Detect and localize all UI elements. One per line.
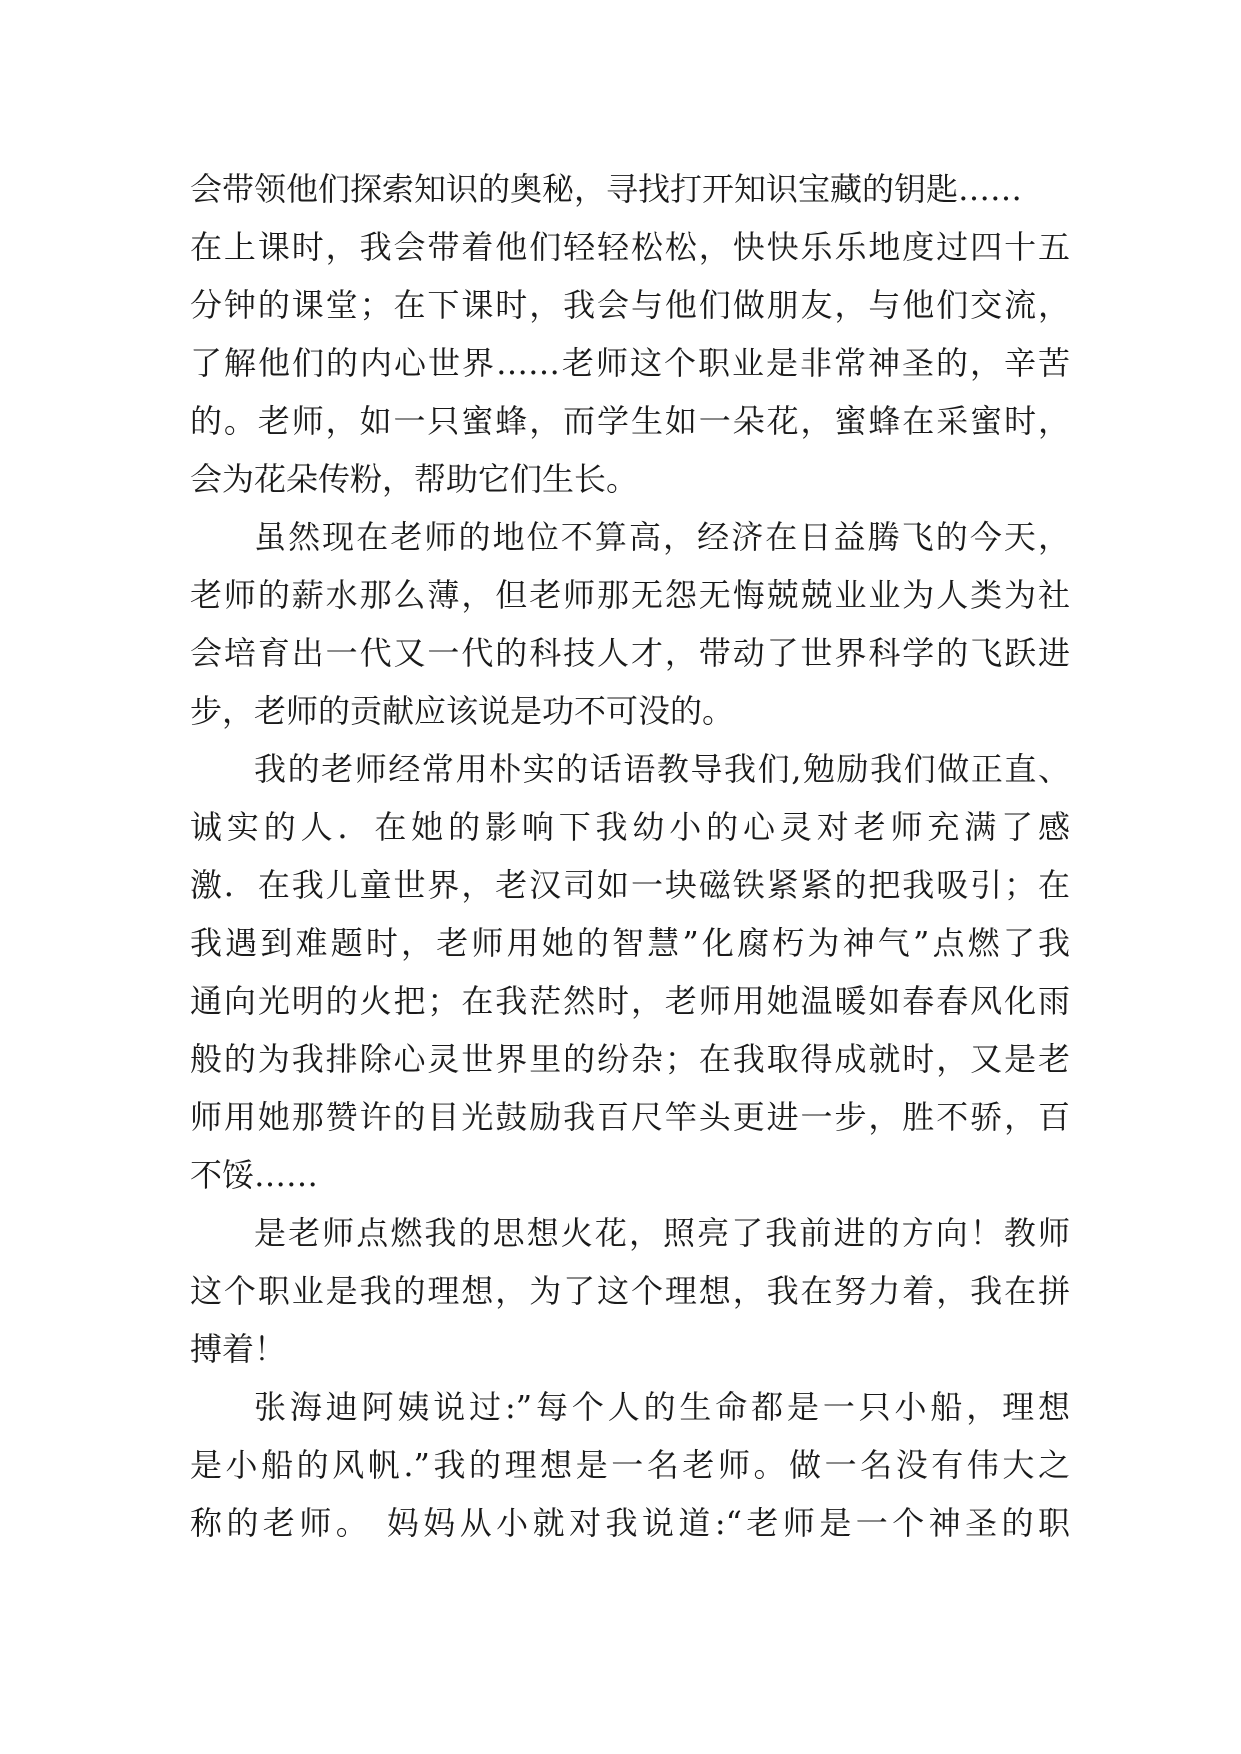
text-line: 会为花朵传粉，帮助它们生长。 [190,460,639,498]
text-line: 搏着！ [190,1330,287,1368]
text-line: 了解他们的内心世界……老师这个职业是非常神圣的，辛苦 [190,344,1070,382]
text-line: 的。老师，如一只蜜蜂，而学生如一朵花，蜜蜂在采蜜时， [190,402,1070,440]
text-line: 老师的薪水那么薄，但老师那无怨无悔兢兢业业为人类为社 [190,576,1070,614]
text-line: 激．在我儿童世界，老汉司如一块磁铁紧紧的把我吸引；在 [190,866,1070,904]
text-line: 师用她那赞许的目光鼓励我百尺竿头更进一步，胜不骄，百 [190,1098,1070,1136]
text-line: 称的老师。 妈妈从小就对我说道:“老师是一个神圣的职 [190,1504,1070,1542]
text-line: 我的老师经常用朴实的话语教导我们,勉励我们做正直、 [254,750,1070,788]
text-line: 是小船的风帆.”我的理想是一名老师。做一名没有伟大之 [190,1446,1070,1484]
text-line: 诚实的人．在她的影响下我幼小的心灵对老师充满了感 [190,808,1070,846]
text-line: 会带领他们探索知识的奥秘，寻找打开知识宝藏的钥匙…… [190,170,1023,208]
text-line: 不馁…… [190,1156,319,1194]
text-line: 虽然现在老师的地位不算高，经济在日益腾飞的今天， [254,518,1070,556]
text-line: 会培育出一代又一代的科技人才，带动了世界科学的飞跃进 [190,634,1070,672]
text-line: 在上课时，我会带着他们轻轻松松，快快乐乐地度过四十五 [190,228,1070,266]
text-line: 我遇到难题时，老师用她的智慧”化腐朽为神气”点燃了我 [190,924,1070,962]
text-line: 这个职业是我的理想，为了这个理想，我在努力着，我在拼 [190,1272,1070,1310]
body-text [190,160,1070,1552]
text-line: 般的为我排除心灵世界里的纷杂；在我取得成就时，又是老 [190,1040,1070,1078]
text-line: 步，老师的贡献应该说是功不可没的。 [190,692,735,730]
text-line: 通向光明的火把；在我茫然时，老师用她温暖如春春风化雨 [190,982,1070,1020]
text-line: 是老师点燃我的思想火花，照亮了我前进的方向！教师 [254,1214,1070,1252]
text-line: 张海迪阿姨说过:”每个人的生命都是一只小船，理想 [254,1388,1070,1426]
text-line: 分钟的课堂；在下课时，我会与他们做朋友，与他们交流， [190,286,1070,324]
